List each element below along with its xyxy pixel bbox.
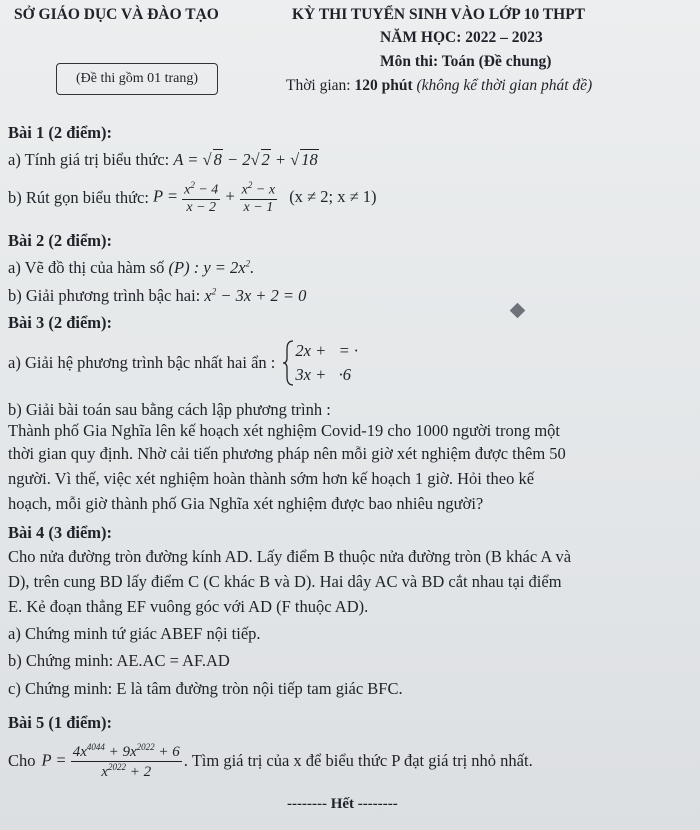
bai4-a: a) Chứng minh tứ giác ABEF nội tiếp. bbox=[8, 624, 261, 643]
time-line bbox=[286, 77, 592, 95]
system-brace bbox=[281, 339, 295, 387]
bai4-title: Bài 4 (3 điểm): bbox=[8, 523, 113, 542]
bai3-line-4: hoạch, mỗi giờ thành phố Gia Nghĩa xét nghiệm được bao nhiêu người? bbox=[8, 494, 484, 513]
bai3-line-2: thời gian quy định. Nhờ cải tiến phương pháp nên mỗi giờ xét nghiệm được thêm 50 bbox=[8, 444, 566, 463]
time-value: 120 phút bbox=[354, 77, 413, 94]
bai5-lead: Cho bbox=[8, 751, 36, 770]
bai3-a bbox=[8, 338, 358, 388]
bai1-title: Bài 1 (2 điểm): bbox=[8, 123, 113, 142]
bai3-b: b) Giải bài toán sau bằng cách lập phương trình : bbox=[8, 400, 331, 419]
exam-title: KỲ THI TUYỂN SINH VÀO LỚP 10 THPT bbox=[292, 6, 585, 23]
bai3-line-1: Thành phố Gia Nghĩa lên kế hoạch xét nghiệm Covid-19 cho 1000 người trong một bbox=[8, 421, 560, 440]
time-note: (không kể thời gian phát đề) bbox=[416, 77, 593, 94]
bai1-b bbox=[8, 176, 377, 220]
department-name: SỞ GIÁO DỤC VÀ ĐÀO TẠO bbox=[14, 6, 219, 23]
school-year: NĂM HỌC: 2022 – 2023 bbox=[380, 29, 543, 46]
bai4-c: c) Chứng minh: E là tâm đường tròn nội tiếp tam giác BFC. bbox=[8, 679, 403, 698]
bai1-a bbox=[8, 149, 319, 170]
bai5-title: Bài 5 (1 điểm): bbox=[8, 713, 113, 732]
bai4-line-1: Cho nửa đường tròn đường kính AD. Lấy điểm B thuộc nửa đường tròn (B khác A và bbox=[8, 547, 572, 566]
bai2-a-text: a) Vẽ đồ thị của hàm số bbox=[8, 258, 165, 277]
bai2-b-formula: $x^2 - 3x + 2 = 0$ bbox=[204, 286, 307, 305]
bai5-body bbox=[8, 735, 533, 787]
bai2-b bbox=[8, 286, 306, 306]
bai1-a-formula: A = √ 8 − 2√ 2 + √ 18 bbox=[173, 150, 318, 169]
page-count-box: (Đề thi gồm 01 trang) bbox=[56, 63, 218, 95]
bai4-line-2: D), trên cung BD lấy điểm C (C khác B và D). Hai dây AC và BD cắt nhau tại điểm bbox=[8, 572, 562, 591]
bai4-line-3: E. Kẻ đoạn thẳng EF vuông góc với AD (F thuộc AD). bbox=[8, 597, 369, 616]
system-equations: 2x + = · 3x + ·6 bbox=[295, 341, 358, 384]
bai2-a bbox=[8, 258, 254, 278]
bai5-formula: P = $\frac{4x^{4044} + 9x^{2022} + 6}{x^{2022} + 2}$ bbox=[41, 741, 180, 780]
bai3-a-text: a) Giải hệ phương trình bậc nhất hai ẩn : bbox=[8, 353, 276, 372]
diamond-mark bbox=[510, 303, 526, 319]
time-label: Thời gian: bbox=[286, 77, 351, 94]
bai2-b-text: b) Giải phương trình bậc hai: bbox=[8, 286, 201, 305]
bai4-b: b) Chứng minh: AE.AC = AF.AD bbox=[8, 651, 230, 670]
bai1-b-formula: P = $\frac{x^2 - 4}{x - 2}$ + $\frac{x^2 - x}{x - 1}$ (x ≠ 2; x ≠ 1) bbox=[152, 180, 377, 215]
bai2-a-formula: (P) : $y = 2x^2$. bbox=[168, 258, 255, 277]
subject-title: Môn thi: Toán (Đề chung) bbox=[380, 53, 552, 70]
bai3-line-3: người. Vì thế, việc xét nghiệm hoàn thành sớm hơn kế hoạch 1 giờ. Hỏi theo kế bbox=[8, 469, 535, 488]
bai1-a-text: a) Tính giá trị biểu thức: bbox=[8, 150, 170, 169]
bai5-tail: . Tìm giá trị của x để biểu thức P đạt giá trị nhỏ nhất. bbox=[183, 751, 533, 770]
end-marker: -------- Hết -------- bbox=[287, 796, 398, 812]
bai3-title: Bài 3 (2 điểm): bbox=[8, 313, 113, 332]
bai1-b-text: b) Rút gọn biểu thức: bbox=[8, 188, 149, 207]
bai2-title: Bài 2 (2 điểm): bbox=[8, 231, 113, 250]
